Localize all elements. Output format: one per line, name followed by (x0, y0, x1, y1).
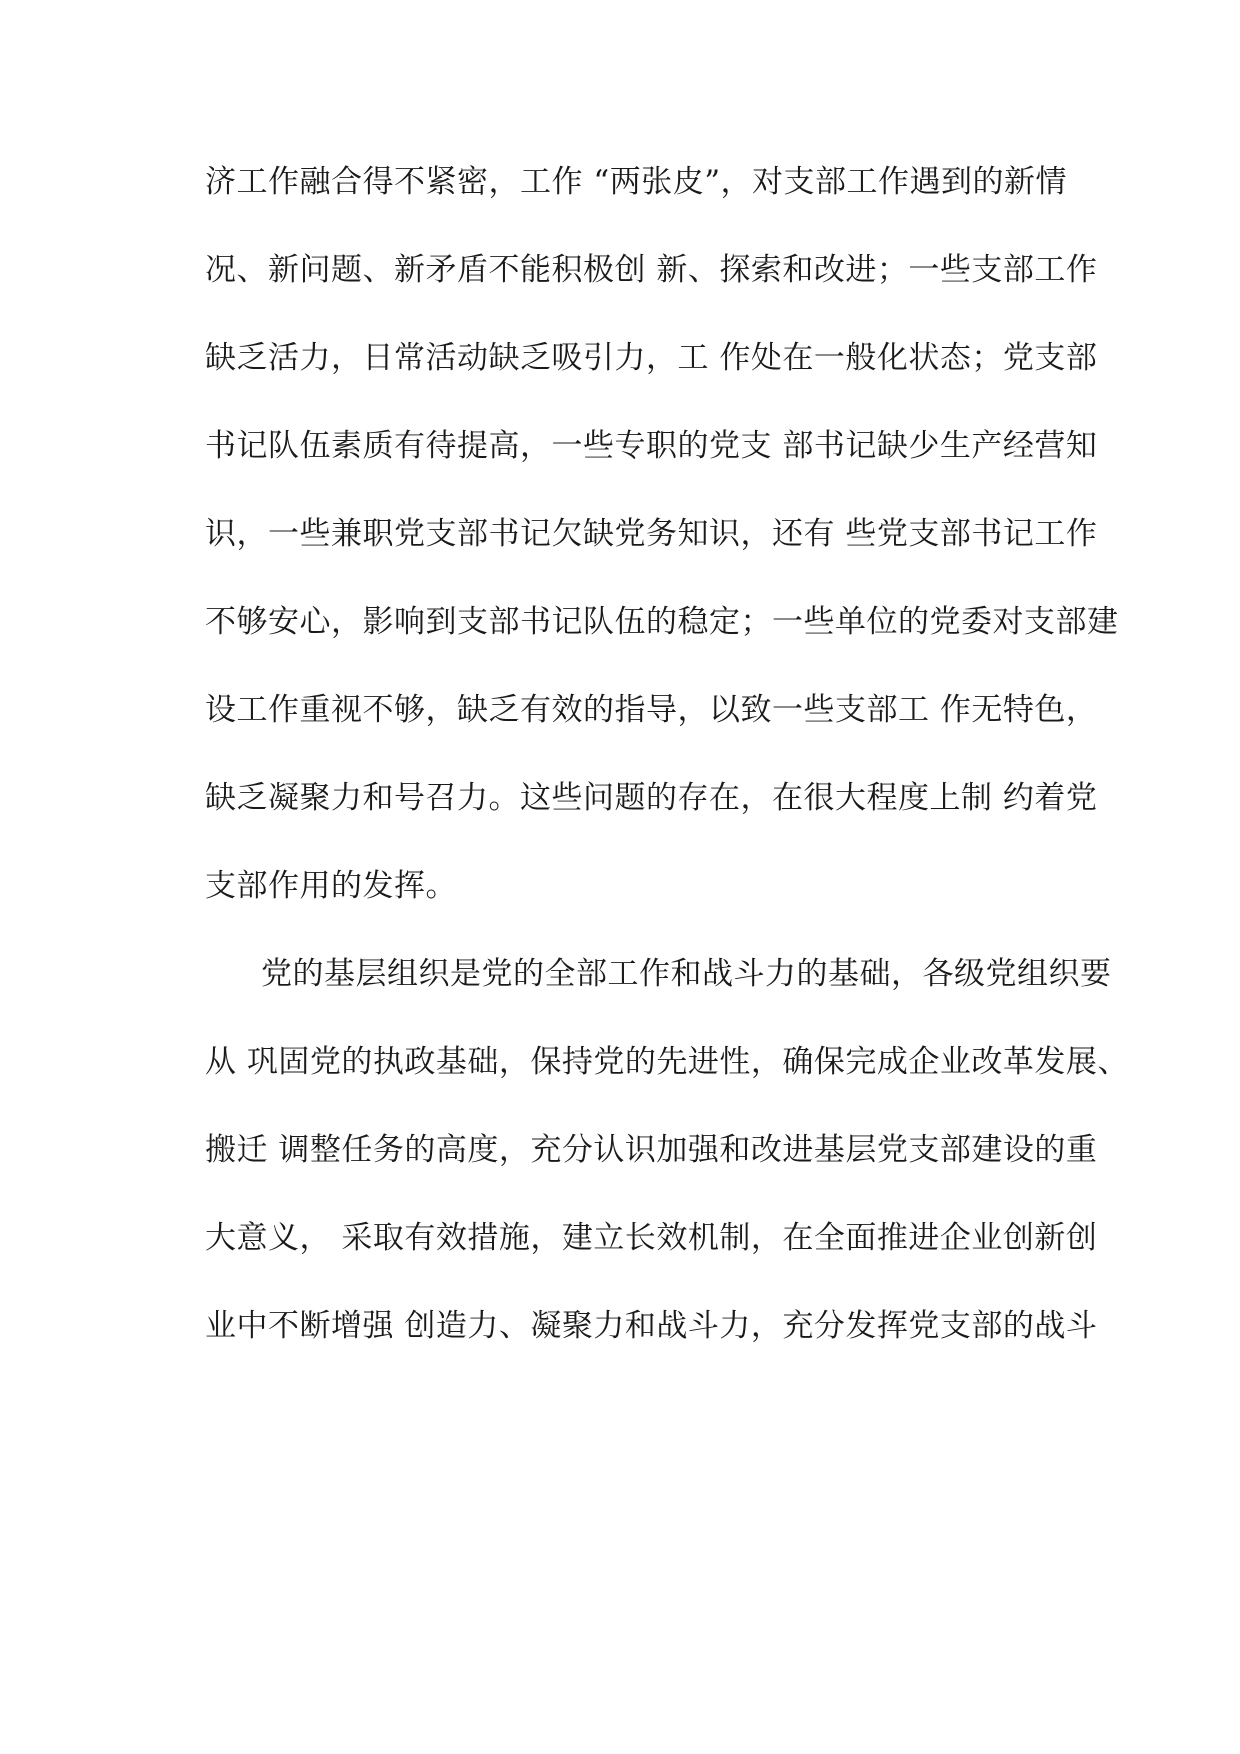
paragraph-1-line: 济工作融合得不紧密，工作 “两张皮”，对支部工作遇到的新情 (205, 164, 1068, 200)
paragraph-1-line: 缺乏凝聚力和号召力。这些问题的存在，在很大程度上制 约着党 (205, 780, 1098, 816)
paragraph-1-line: 不够安心，影响到支部书记队伍的稳定；一些单位的党委对支部建 (205, 604, 1119, 640)
paragraph-2-line: 业中不断增强 创造力、凝聚力和战斗力，充分发挥党支部的战斗 (205, 1308, 1098, 1344)
paragraph-1-line: 设工作重视不够，缺乏有效的指导，以致一些支部工 作无特色， (205, 692, 1098, 728)
paragraph-2-line: 大意义， 采取有效措施，建立长效机制，在全面推进企业创新创 (205, 1220, 1098, 1256)
paragraph-2-line: 搬迁 调整任务的高度，充分认识加强和改进基层党支部建设的重 (205, 1132, 1098, 1168)
paragraph-2-line: 从 巩固党的执政基础，保持党的先进性，确保完成企业改革发展、 (205, 1044, 1129, 1080)
paragraph-1-line: 支部作用的发挥。 (205, 868, 457, 904)
paragraph-1-line: 况、新问题、新矛盾不能积极创 新、探索和改进；一些支部工作 (205, 252, 1098, 288)
paragraph-1-line: 书记队伍素质有待提高，一些专职的党支 部书记缺少生产经营知 (205, 428, 1098, 464)
paragraph-1-line: 缺乏活力，日常活动缺乏吸引力，工 作处在一般化状态；党支部 (205, 340, 1098, 376)
paragraph-1-line: 识，一些兼职党支部书记欠缺党务知识，还有 些党支部书记工作 (205, 516, 1098, 552)
paragraph-2-line: 党的基层组织是党的全部工作和战斗力的基础，各级党组织要 (261, 956, 1112, 992)
